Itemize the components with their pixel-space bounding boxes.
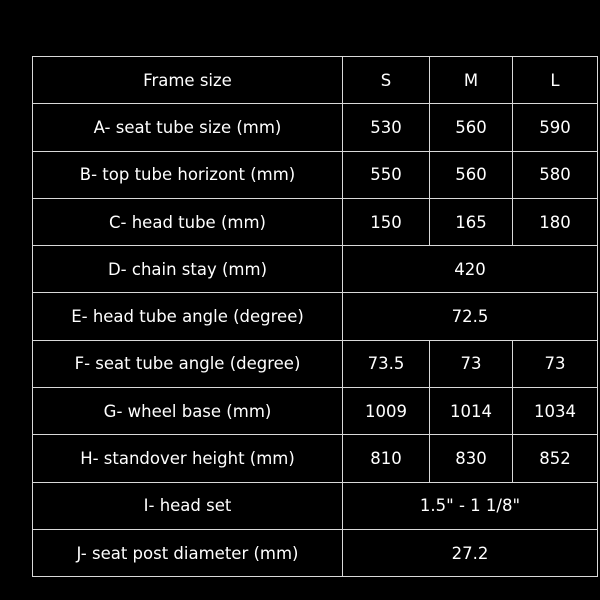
table-row — [33, 104, 598, 151]
row-label: J- seat post diameter (mm) — [33, 529, 343, 576]
value-cell: 73 — [430, 340, 513, 387]
value-cell: 560 — [430, 104, 513, 151]
row-label: D- chain stay (mm) — [33, 246, 343, 293]
value-cell: 852 — [513, 435, 598, 482]
table-row — [33, 482, 598, 529]
row-label: E- head tube angle (degree) — [33, 293, 343, 340]
value-cell: 73 — [513, 340, 598, 387]
table-row — [33, 388, 598, 435]
table-row — [33, 340, 598, 387]
value-cell: 590 — [513, 104, 598, 151]
value-cell: 1009 — [343, 388, 430, 435]
row-label: A- seat tube size (mm) — [33, 104, 343, 151]
row-label: H- standover height (mm) — [33, 435, 343, 482]
merged-value-cell: 420 — [343, 246, 598, 293]
header-size-s: S — [343, 57, 430, 104]
table-row — [33, 435, 598, 482]
merged-value-cell: 72.5 — [343, 293, 598, 340]
value-cell: 580 — [513, 151, 598, 198]
value-cell: 830 — [430, 435, 513, 482]
row-label: C- head tube (mm) — [33, 198, 343, 245]
value-cell: 150 — [343, 198, 430, 245]
table-row — [33, 246, 598, 293]
row-label: G- wheel base (mm) — [33, 388, 343, 435]
value-cell: 1014 — [430, 388, 513, 435]
value-cell: 560 — [430, 151, 513, 198]
value-cell: 73.5 — [343, 340, 430, 387]
table-row — [33, 529, 598, 576]
header-frame-size: Frame size — [33, 57, 343, 104]
table-row — [33, 293, 598, 340]
table-header-row — [33, 57, 598, 104]
header-size-l: L — [513, 57, 598, 104]
value-cell: 165 — [430, 198, 513, 245]
merged-value-cell: 1.5" - 1 1/8" — [343, 482, 598, 529]
frame-geometry-table — [32, 56, 598, 577]
merged-value-cell: 27.2 — [343, 529, 598, 576]
header-size-m: M — [430, 57, 513, 104]
table-row — [33, 151, 598, 198]
row-label: F- seat tube angle (degree) — [33, 340, 343, 387]
table-row — [33, 198, 598, 245]
value-cell: 530 — [343, 104, 430, 151]
value-cell: 1034 — [513, 388, 598, 435]
row-label: B- top tube horizont (mm) — [33, 151, 343, 198]
row-label: I- head set — [33, 482, 343, 529]
value-cell: 180 — [513, 198, 598, 245]
value-cell: 810 — [343, 435, 430, 482]
value-cell: 550 — [343, 151, 430, 198]
